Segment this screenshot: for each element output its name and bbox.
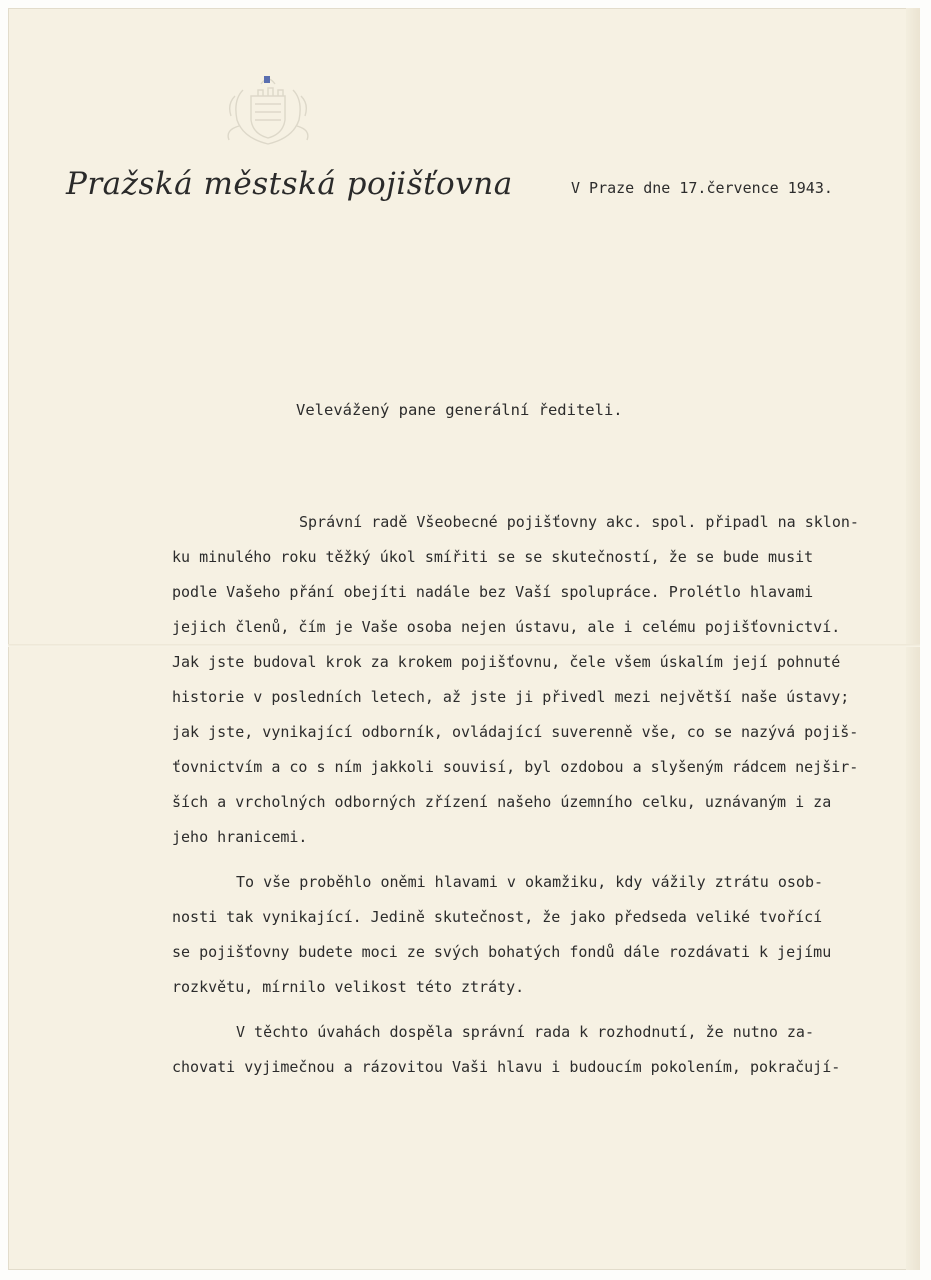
salutation: Velevážený pane generální řediteli. [296,401,623,419]
body-line: ku minulého roku těžký úkol smířiti se se skutečností, že se bude musit [172,548,814,566]
body-line: historie v posledních letech, až jste ji přivedl mezi největší naše ústavy; [172,688,850,706]
body-line: ších a vrcholných odborných zřízení našeho územního celku, uznávaným i za [172,793,832,811]
paper-edge-shadow [906,8,920,1270]
body-line: nosti tak vynikající. Jedině skutečnost, že jako předseda veliké tvořící [172,908,823,926]
body-line: ťovnictvím a co s ním jakkoli souvisí, byl ozdobou a slyšeným rádcem nejšir- [172,758,859,776]
body-line: jak jste, vynikající odborník, ovládající suverenně vše, co se nazývá pojiš- [172,723,859,741]
body-line: se pojišťovny budete moci ze svých bohatých fondů dále rozdávati k jejímu [172,943,832,961]
letter-paper [8,8,920,1270]
body-line: Jak jste budoval krok za krokem pojišťovnu, čele všem úskalím její pohnuté [172,653,841,671]
company-letterhead: Pražská městská pojišťovna [66,166,513,202]
body-line: To vše proběhlo oněmi hlavami v okamžiku, kdy vážily ztrátu osob- [236,873,823,891]
body-line: podle Vašeho přání obejíti nadále bez Vaší spolupráce. Prolétlo hlavami [172,583,814,601]
date-line: V Praze dne 17.července 1943. [571,179,833,197]
embossed-coat-of-arms-icon [213,60,323,150]
body-line: chovati vyjimečnou a rázovitou Vaši hlavu i budoucím pokolením, pokračují- [172,1058,841,1076]
paper-fold-line [8,644,920,647]
body-line: jejich členů, čím je Vaše osoba nejen ústavu, ale i celému pojišťovnictví. [172,618,841,636]
body-line: V těchto úvahách dospěla správní rada k rozhodnutí, že nutno za- [236,1023,814,1041]
body-line: rozkvětu, mírnilo velikost této ztráty. [172,978,525,996]
body-line: jeho hranicemi. [172,828,308,846]
body-line: Správní radě Všeobecné pojišťovny akc. spol. připadl na sklon- [299,513,859,531]
